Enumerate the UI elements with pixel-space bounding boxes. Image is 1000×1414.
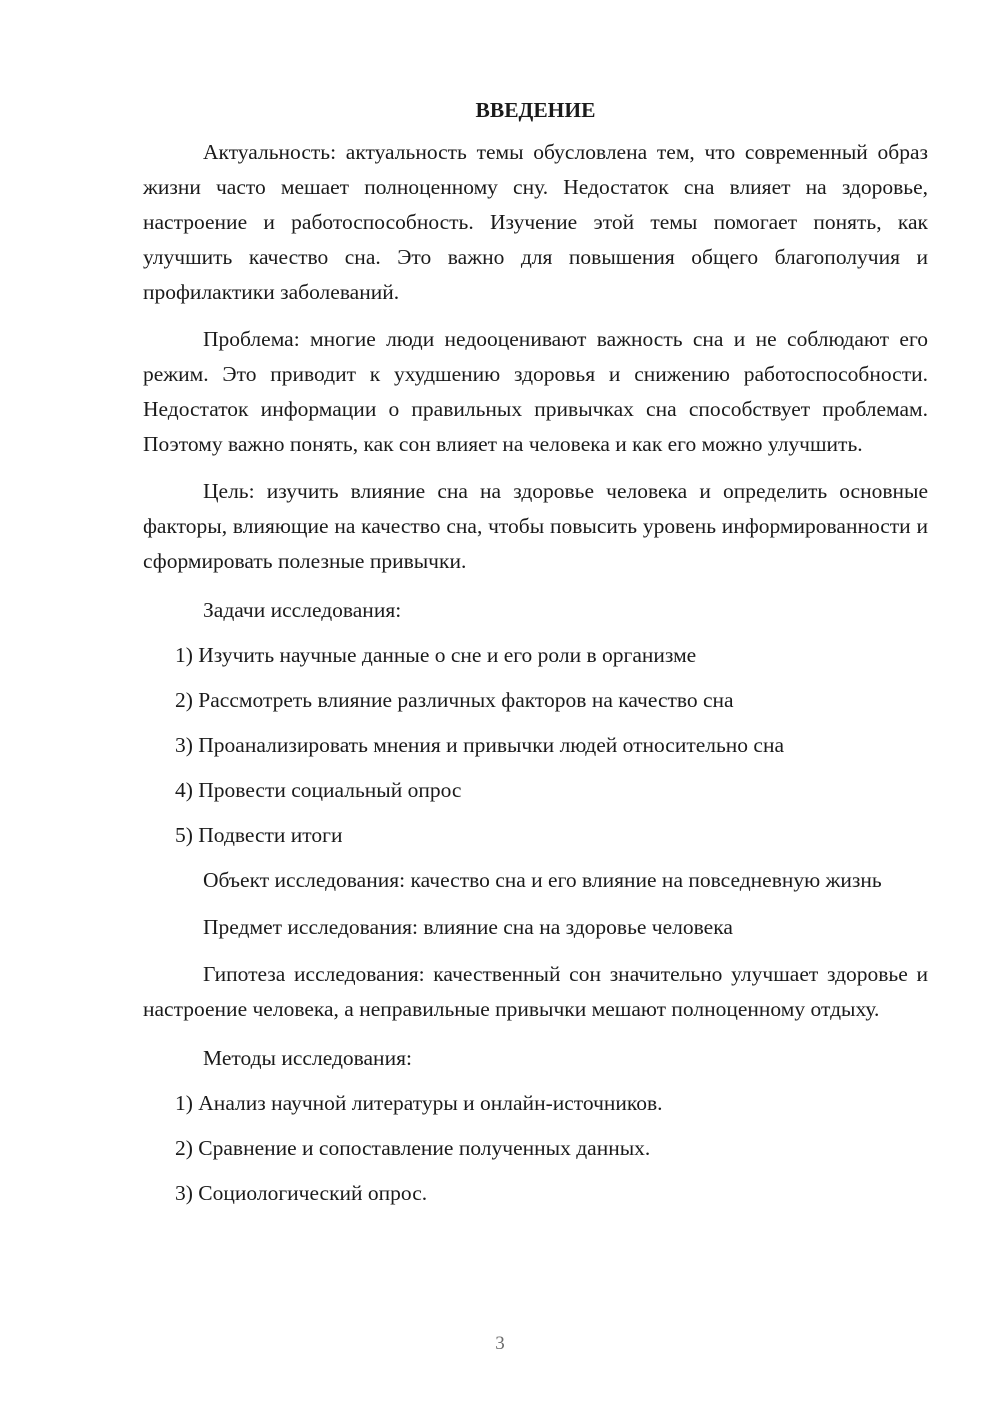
page-number: 3 xyxy=(495,1333,505,1354)
task-item: 5) Подвести итоги xyxy=(175,823,343,847)
task-item: 2) Рассмотреть влияние различных факторов на качество сна xyxy=(175,688,734,712)
subject-paragraph: Предмет исследования: влияние сна на здоровье человека xyxy=(203,915,733,939)
document-page xyxy=(143,92,928,1211)
task-item: 1) Изучить научные данные о сне и его роли в организме xyxy=(175,643,697,667)
tasks-heading: Задачи исследования: xyxy=(203,598,402,622)
method-item: 3) Социологический опрос. xyxy=(175,1181,428,1205)
task-item: 4) Провести социальный опрос xyxy=(175,778,462,802)
object-paragraph: Объект исследования: качество сна и его влияние на повседневную жизнь xyxy=(203,868,882,892)
relevance-paragraph: Актуальность: актуальность темы обусловлена тем, что современный образ жизни часто мешает полноценному сну. Недостаток сна влияет на здоровье, настроение и работоспособность. Изучение этой темы помогает понять, как улучшить качество сна. Это важно для повышения общего благополучия и профилактики заболеваний. xyxy=(143,140,928,304)
hypothesis-paragraph: Гипотеза исследования: качественный сон значительно улучшает здоровье и настроение человека, а неправильные привычки мешают полноценному отдыху. xyxy=(143,962,928,1021)
method-item: 2) Сравнение и сопоставление полученных данных. xyxy=(175,1136,651,1160)
task-item: 3) Проанализировать мнения и привычки людей относительно сна xyxy=(175,733,785,757)
section-title: ВВЕДЕНИЕ xyxy=(475,98,596,122)
goal-paragraph: Цель: изучить влияние сна на здоровье человека и определить основные факторы, влияющие на качество сна, чтобы повысить уровень информированности и сформировать полезные привычки. xyxy=(143,479,928,573)
problem-paragraph: Проблема: многие люди недооценивают важность сна и не соблюдают его режим. Это приводит к ухудшению здоровья и снижению работоспособности. Недостаток информации о правильных привычках сна способствует проблемам. Поэтому важно понять, как сон влияет на человека и как его можно улучшить. xyxy=(143,327,928,456)
methods-heading: Методы исследования: xyxy=(203,1046,412,1070)
method-item: 1) Анализ научной литературы и онлайн-источников. xyxy=(175,1091,663,1115)
